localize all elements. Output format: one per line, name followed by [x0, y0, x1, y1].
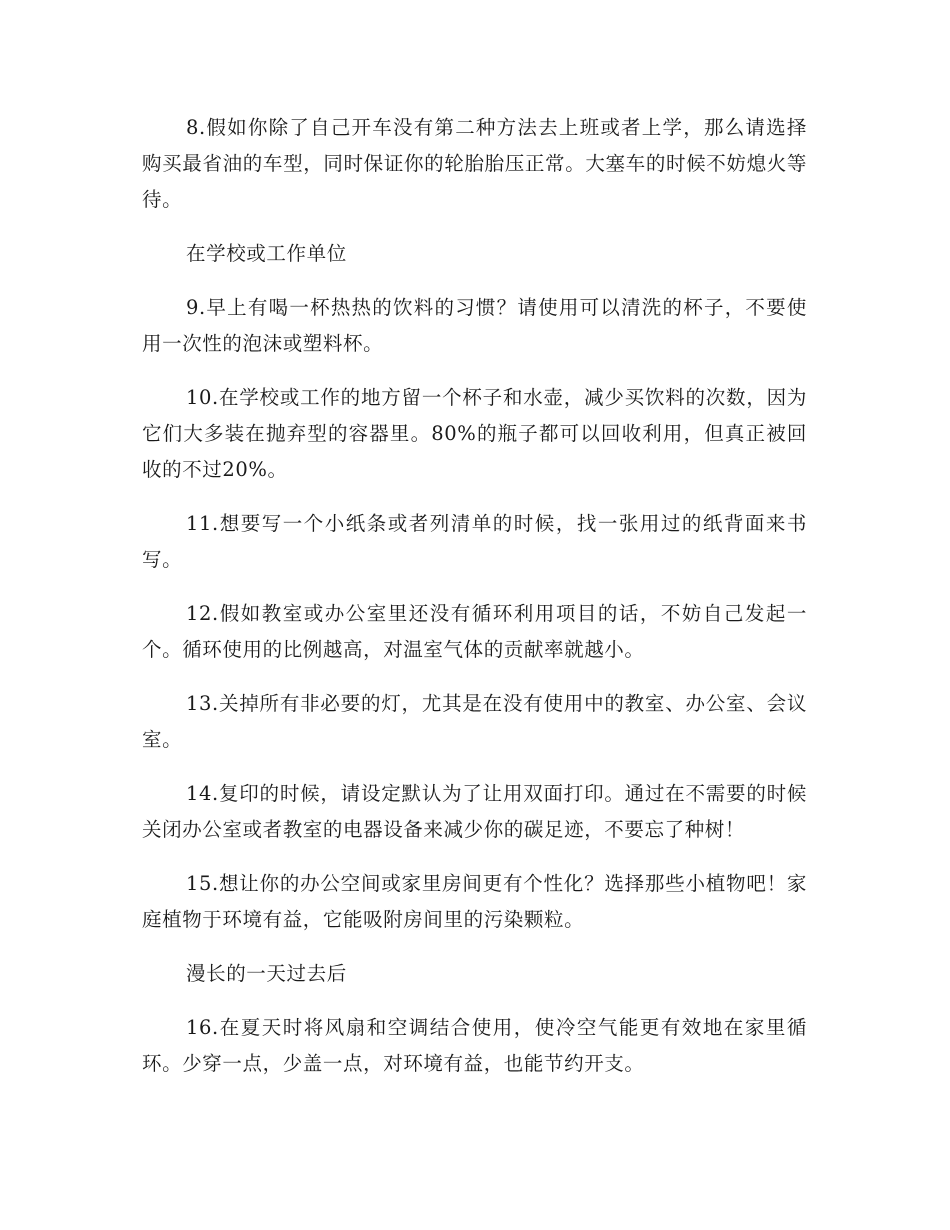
- document-page: [142, 110, 807, 1100]
- tip-15-paragraph: 15.想让你的办公空间或家里房间更有个性化？选择那些小植物吧！家庭植物于环境有益，它能吸附房间里的污染颗粒。: [142, 872, 807, 931]
- tip-9-paragraph: 9.早上有喝一杯热热的饮料的习惯？请使用可以清洗的杯子，不要使用一次性的泡沫或塑料杯。: [142, 296, 807, 355]
- tip-11-paragraph: 11.想要写一个小纸条或者列清单的时候，找一张用过的纸背面来书写。: [142, 512, 807, 571]
- tip-13-paragraph: 13.关掉所有非必要的灯，尤其是在没有使用中的教室、办公室、会议室。: [142, 692, 807, 751]
- section-heading-after-day: 漫长的一天过去后: [186, 962, 347, 985]
- tip-12-paragraph: 12.假如教室或办公室里还没有循环利用项目的话，不妨自己发起一个。循环使用的比例越高，对温室气体的贡献率就越小。: [142, 602, 807, 661]
- tip-10-paragraph: 10.在学校或工作的地方留一个杯子和水壶，减少买饮料的次数，因为它们大多装在抛弃型的容器里。80%的瓶子都可以回收利用，但真正被回收的不过20%。: [142, 386, 807, 481]
- tip-16-paragraph: 16.在夏天时将风扇和空调结合使用，使冷空气能更有效地在家里循环。少穿一点，少盖一点，对环境有益，也能节约开支。: [142, 1016, 807, 1075]
- section-heading-school-work: 在学校或工作单位: [186, 242, 347, 265]
- tip-8-paragraph: 8.假如你除了自己开车没有第二种方法去上班或者上学，那么请选择购买最省油的车型，同时保证你的轮胎胎压正常。大塞车的时候不妨熄火等待。: [142, 116, 807, 211]
- tip-14-paragraph: 14.复印的时候，请设定默认为了让用双面打印。通过在不需要的时候关闭办公室或者教室的电器设备来减少你的碳足迹，不要忘了种树！: [142, 782, 807, 841]
